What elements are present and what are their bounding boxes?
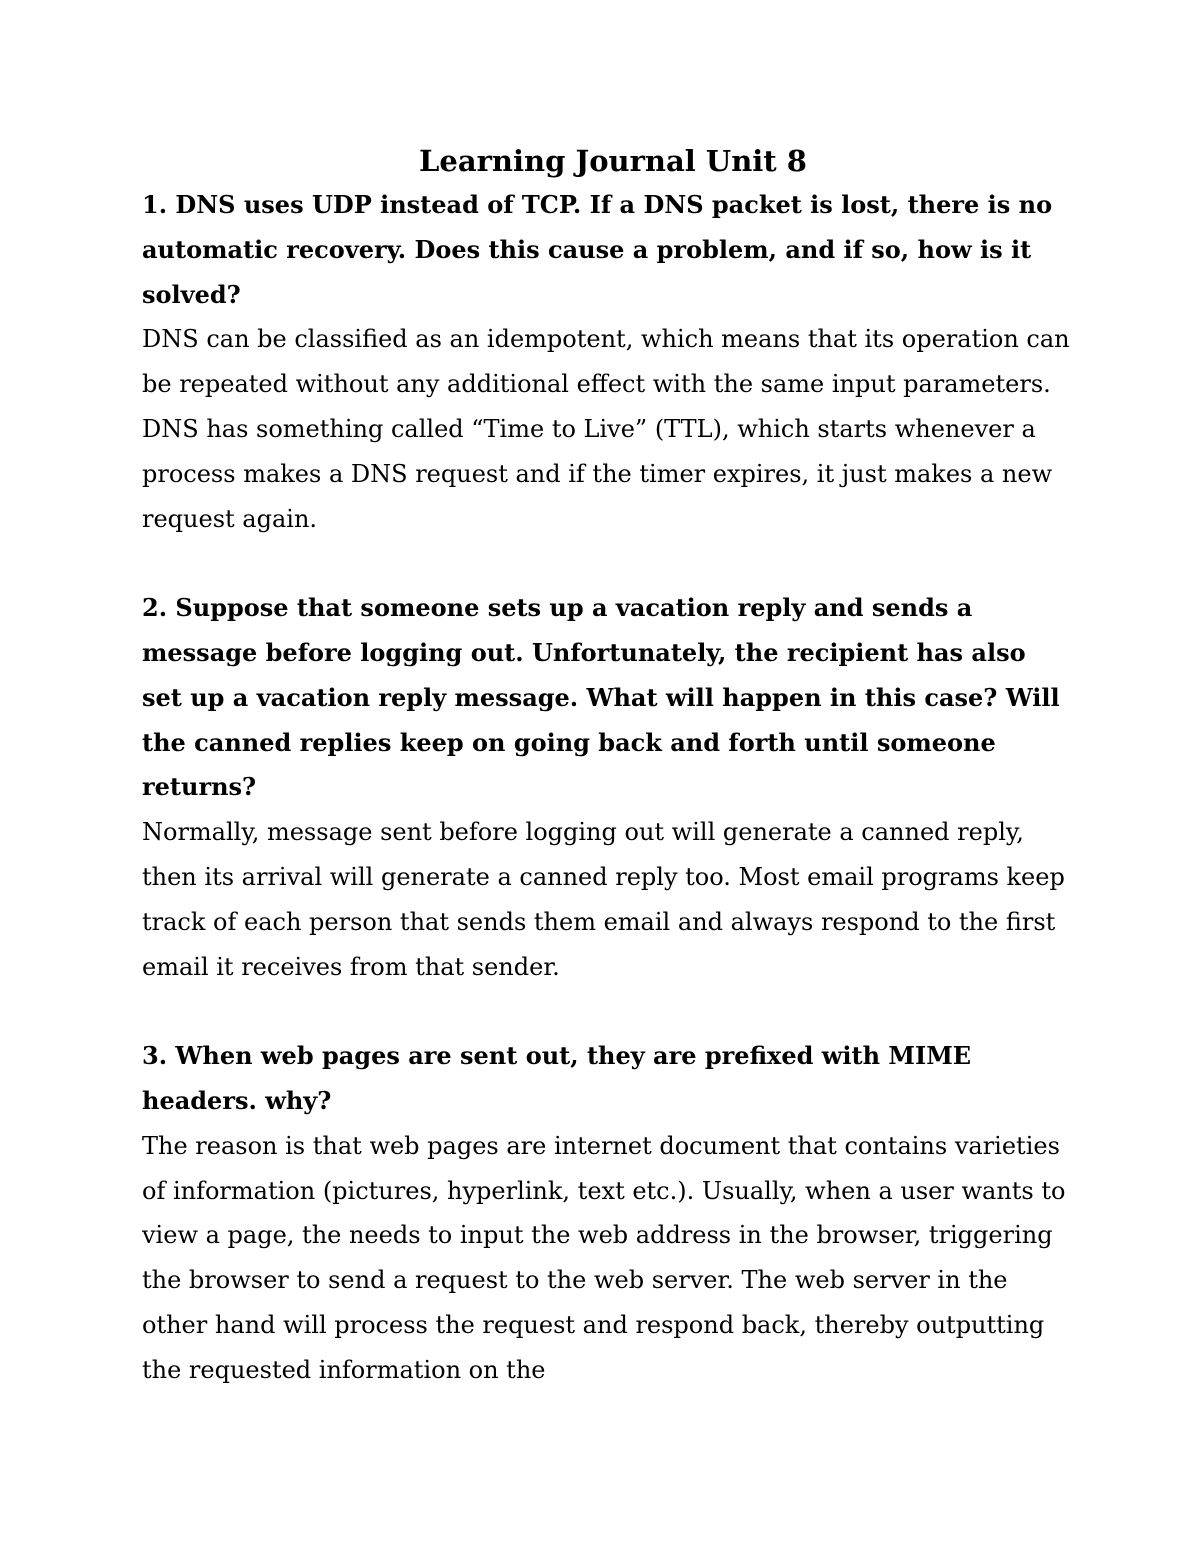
question-3: 3. When web pages are sent out, they are prefixed with MIME headers. why? bbox=[142, 1041, 972, 1115]
page-title: Learning Journal Unit 8 bbox=[419, 144, 807, 178]
question-2: 2. Suppose that someone sets up a vacation reply and sends a message before logging out. Unfortunately, the recipient has also set up a vacation reply message. What will happen in this case? Will the canned replies keep on going back and forth until someone returns? bbox=[142, 593, 1060, 802]
question-1: 1. DNS uses UDP instead of TCP. If a DNS packet is lost, there is no automatic recovery. Does this cause a problem, and if so, how is it solved? bbox=[142, 190, 1053, 309]
answer-2: Normally, message sent before logging out will generate a canned reply, then its arrival will generate a canned reply too. Most email programs keep track of each person that sends them email and always respond to the first email it receives from that sender. bbox=[142, 818, 1065, 981]
paragraph-spacer bbox=[142, 989, 1072, 1034]
paragraph-spacer bbox=[142, 541, 1072, 586]
answer-1: DNS can be classified as an idempotent, which means that its operation can be repeated without any additional effect with the same input parameters. DNS has something called “Time to Live” (TTL), which starts whenever a process makes a DNS request and if the timer expires, it just makes a new request again. bbox=[142, 325, 1070, 533]
document-body bbox=[142, 139, 1072, 1393]
answer-3: The reason is that web pages are internet document that contains varieties of information (pictures, hyperlink, text etc.). Usually, when a user wants to view a page, the needs to input the web address in the browser, triggering the browser to send a request to the web server. The web server in the other hand will process the request and respond back, thereby outputting the requested information on the bbox=[142, 1131, 1066, 1384]
